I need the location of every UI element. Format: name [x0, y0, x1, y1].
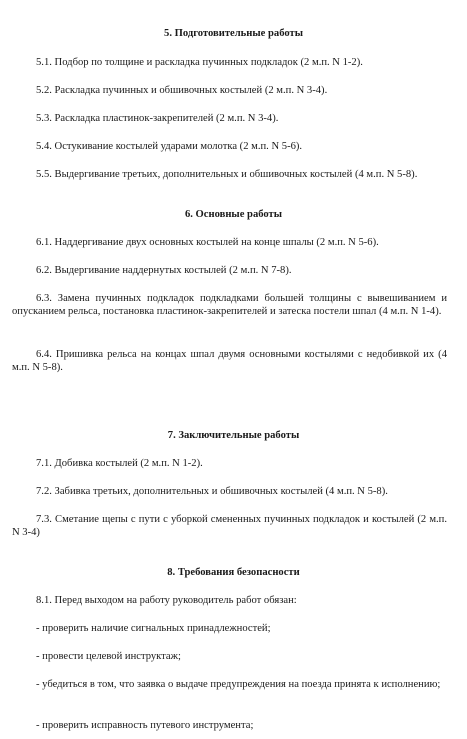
item-5-1: 5.1. Подбор по толщине и раскладка пучинных подкладок (2 м.п. N 1-2). [36, 57, 363, 68]
item-6-3: 6.3. Замена пучинных подкладок подкладками большей толщины с вывешиванием и опусканием рельса, постановка пластинок-закрепителей и затеска постели шпал (4 м.п. N 1-4). [12, 293, 447, 317]
item-8-1: 8.1. Перед выходом на работу руководитель работ обязан: [36, 595, 297, 606]
item-7-1: 7.1. Добивка костылей (2 м.п. N 1-2). [36, 458, 203, 469]
section-5-title: 5. Подготовительные работы [164, 28, 303, 39]
item-6-2: 6.2. Выдергивание наддернутых костылей (2 м.п. N 7-8). [36, 265, 292, 276]
section-8-title: 8. Требования безопасности [167, 567, 300, 578]
section-7-title: 7. Заключительные работы [167, 430, 300, 441]
section-6-title: 6. Основные работы [184, 209, 283, 220]
item-5-5: 5.5. Выдергивание третьих, дополнительных и обшивочных костылей (4 м.п. N 5-8). [36, 169, 418, 180]
item-8-dash-4: - проверить исправность путевого инструмента; [36, 720, 254, 731]
item-7-3: 7.3. Сметание щепы с пути с уборкой смененных пучинных подкладок и костылей (2 м.п. N 3-4) [12, 514, 447, 538]
item-6-1: 6.1. Наддергивание двух основных костылей на конце шпалы (2 м.п. N 5-6). [36, 237, 379, 248]
item-7-2: 7.2. Забивка третьих, дополнительных и обшивочных костылей (4 м.п. N 5-8). [36, 486, 388, 497]
item-5-3: 5.3. Раскладка пластинок-закрепителей (2 м.п. N 3-4). [36, 113, 279, 124]
item-6-4: 6.4. Пришивка рельса на концах шпал двумя основными костылями с недобивкой их (4 м.п. N 5-8). [12, 349, 447, 373]
item-8-dash-2: - провести целевой инструктаж; [36, 651, 181, 662]
item-5-4: 5.4. Остукивание костылей ударами молотка (2 м.п. N 5-6). [36, 141, 303, 152]
item-5-2: 5.2. Раскладка пучинных и обшивочных костылей (2 м.п. N 3-4). [36, 85, 328, 96]
item-8-dash-1: - проверить наличие сигнальных принадлежностей; [36, 623, 271, 634]
item-8-dash-3: - убедиться в том, что заявка о выдаче предупреждения на поезда принята к исполнению; [36, 679, 441, 690]
